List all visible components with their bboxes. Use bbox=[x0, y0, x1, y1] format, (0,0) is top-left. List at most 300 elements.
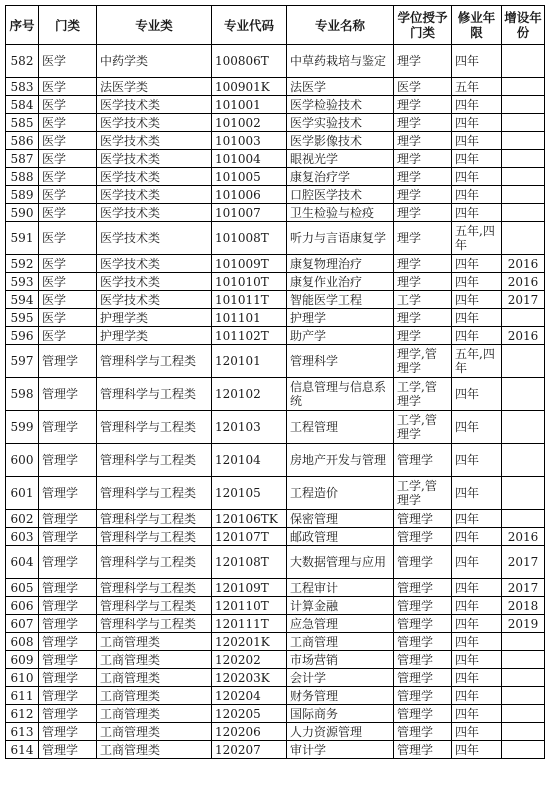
table-row bbox=[6, 96, 545, 114]
cell-category: 管理学 bbox=[39, 615, 97, 633]
cell-study-length: 五年 bbox=[452, 78, 502, 96]
cell-year-added: 2017 bbox=[502, 291, 545, 309]
cell-year-added bbox=[502, 150, 545, 168]
cell-major-name: 国际商务 bbox=[287, 705, 394, 723]
cell-degree-category: 理学 bbox=[394, 132, 452, 150]
header-study-length: 修业年限 bbox=[452, 6, 502, 45]
cell-study-length: 四年 bbox=[452, 168, 502, 186]
cell-year-added bbox=[502, 687, 545, 705]
cell-degree-category: 理学 bbox=[394, 327, 452, 345]
cell-year-added bbox=[502, 78, 545, 96]
cell-discipline-class: 医学技术类 bbox=[97, 96, 212, 114]
cell-major-name: 工程审计 bbox=[287, 579, 394, 597]
cell-serial: 598 bbox=[6, 378, 39, 411]
cell-major-code: 101010T bbox=[212, 273, 287, 291]
cell-major-name: 工商管理 bbox=[287, 633, 394, 651]
cell-discipline-class: 医学技术类 bbox=[97, 273, 212, 291]
cell-category: 医学 bbox=[39, 204, 97, 222]
cell-major-code: 101101 bbox=[212, 309, 287, 327]
cell-major-code: 120205 bbox=[212, 705, 287, 723]
cell-major-code: 120108T bbox=[212, 546, 287, 579]
cell-discipline-class: 工商管理类 bbox=[97, 651, 212, 669]
cell-degree-category: 理学 bbox=[394, 255, 452, 273]
table-row bbox=[6, 114, 545, 132]
cell-degree-category: 管理学 bbox=[394, 615, 452, 633]
table-row bbox=[6, 150, 545, 168]
table-header-row bbox=[6, 6, 545, 45]
table-row bbox=[6, 741, 545, 759]
cell-study-length: 四年 bbox=[452, 651, 502, 669]
cell-major-code: 101011T bbox=[212, 291, 287, 309]
table-row bbox=[6, 669, 545, 687]
cell-major-name: 医学影像技术 bbox=[287, 132, 394, 150]
cell-degree-category: 管理学 bbox=[394, 723, 452, 741]
table-row bbox=[6, 222, 545, 255]
cell-study-length: 四年 bbox=[452, 204, 502, 222]
cell-category: 管理学 bbox=[39, 477, 97, 510]
cell-major-name: 人力资源管理 bbox=[287, 723, 394, 741]
cell-discipline-class: 医学技术类 bbox=[97, 132, 212, 150]
cell-category: 医学 bbox=[39, 222, 97, 255]
cell-study-length: 四年 bbox=[452, 546, 502, 579]
cell-degree-category: 理学,管理学 bbox=[394, 345, 452, 378]
cell-year-added bbox=[502, 378, 545, 411]
cell-major-code: 120102 bbox=[212, 378, 287, 411]
cell-degree-category: 理学 bbox=[394, 96, 452, 114]
cell-serial: 589 bbox=[6, 186, 39, 204]
cell-category: 管理学 bbox=[39, 723, 97, 741]
cell-major-code: 100806T bbox=[212, 45, 287, 78]
cell-year-added: 2016 bbox=[502, 273, 545, 291]
cell-serial: 610 bbox=[6, 669, 39, 687]
cell-year-added: 2017 bbox=[502, 546, 545, 579]
cell-major-name: 助产学 bbox=[287, 327, 394, 345]
table-row bbox=[6, 45, 545, 78]
cell-degree-category: 工学,管理学 bbox=[394, 378, 452, 411]
cell-major-name: 听力与言语康复学 bbox=[287, 222, 394, 255]
cell-major-code: 101008T bbox=[212, 222, 287, 255]
table-row bbox=[6, 255, 545, 273]
cell-major-name: 康复作业治疗 bbox=[287, 273, 394, 291]
cell-serial: 611 bbox=[6, 687, 39, 705]
cell-major-name: 房地产开发与管理 bbox=[287, 444, 394, 477]
cell-discipline-class: 医学技术类 bbox=[97, 168, 212, 186]
cell-major-code: 101006 bbox=[212, 186, 287, 204]
cell-discipline-class: 工商管理类 bbox=[97, 633, 212, 651]
table-row bbox=[6, 444, 545, 477]
cell-category: 医学 bbox=[39, 96, 97, 114]
cell-category: 医学 bbox=[39, 291, 97, 309]
cell-serial: 604 bbox=[6, 546, 39, 579]
table-row bbox=[6, 651, 545, 669]
header-category: 门类 bbox=[39, 6, 97, 45]
cell-discipline-class: 医学技术类 bbox=[97, 255, 212, 273]
cell-major-name: 卫生检验与检疫 bbox=[287, 204, 394, 222]
cell-major-name: 智能医学工程 bbox=[287, 291, 394, 309]
cell-study-length: 四年 bbox=[452, 309, 502, 327]
cell-discipline-class: 医学技术类 bbox=[97, 204, 212, 222]
cell-study-length: 四年 bbox=[452, 528, 502, 546]
cell-degree-category: 管理学 bbox=[394, 687, 452, 705]
table-row bbox=[6, 723, 545, 741]
cell-major-name: 法医学 bbox=[287, 78, 394, 96]
header-degree-category: 学位授予门类 bbox=[394, 6, 452, 45]
cell-major-code: 101005 bbox=[212, 168, 287, 186]
cell-year-added bbox=[502, 45, 545, 78]
cell-category: 管理学 bbox=[39, 378, 97, 411]
cell-major-name: 计算金融 bbox=[287, 597, 394, 615]
cell-serial: 591 bbox=[6, 222, 39, 255]
cell-degree-category: 理学 bbox=[394, 168, 452, 186]
cell-major-name: 大数据管理与应用 bbox=[287, 546, 394, 579]
table-row bbox=[6, 132, 545, 150]
cell-category: 医学 bbox=[39, 78, 97, 96]
cell-study-length: 四年 bbox=[452, 597, 502, 615]
cell-year-added bbox=[502, 723, 545, 741]
cell-category: 管理学 bbox=[39, 741, 97, 759]
cell-study-length: 五年,四年 bbox=[452, 345, 502, 378]
cell-major-name: 口腔医学技术 bbox=[287, 186, 394, 204]
table-row bbox=[6, 78, 545, 96]
table-row bbox=[6, 204, 545, 222]
cell-serial: 603 bbox=[6, 528, 39, 546]
table-row bbox=[6, 345, 545, 378]
cell-study-length: 五年,四年 bbox=[452, 222, 502, 255]
cell-discipline-class: 医学技术类 bbox=[97, 222, 212, 255]
cell-category: 管理学 bbox=[39, 579, 97, 597]
cell-major-name: 中草药栽培与鉴定 bbox=[287, 45, 394, 78]
cell-major-code: 101102T bbox=[212, 327, 287, 345]
cell-serial: 594 bbox=[6, 291, 39, 309]
cell-category: 医学 bbox=[39, 114, 97, 132]
cell-discipline-class: 医学技术类 bbox=[97, 291, 212, 309]
cell-degree-category: 医学 bbox=[394, 78, 452, 96]
cell-degree-category: 管理学 bbox=[394, 444, 452, 477]
cell-category: 医学 bbox=[39, 186, 97, 204]
cell-study-length: 四年 bbox=[452, 132, 502, 150]
cell-category: 医学 bbox=[39, 168, 97, 186]
cell-discipline-class: 管理科学与工程类 bbox=[97, 579, 212, 597]
cell-serial: 601 bbox=[6, 477, 39, 510]
cell-category: 医学 bbox=[39, 132, 97, 150]
table-row bbox=[6, 687, 545, 705]
cell-serial: 606 bbox=[6, 597, 39, 615]
cell-year-added: 2016 bbox=[502, 528, 545, 546]
cell-category: 管理学 bbox=[39, 546, 97, 579]
cell-major-name: 康复物理治疗 bbox=[287, 255, 394, 273]
cell-major-code: 120105 bbox=[212, 477, 287, 510]
cell-year-added bbox=[502, 444, 545, 477]
cell-category: 管理学 bbox=[39, 510, 97, 528]
cell-study-length: 四年 bbox=[452, 273, 502, 291]
cell-major-code: 120202 bbox=[212, 651, 287, 669]
cell-major-code: 120101 bbox=[212, 345, 287, 378]
cell-study-length: 四年 bbox=[452, 114, 502, 132]
cell-serial: 585 bbox=[6, 114, 39, 132]
cell-year-added bbox=[502, 411, 545, 444]
cell-year-added bbox=[502, 741, 545, 759]
cell-major-name: 医学检验技术 bbox=[287, 96, 394, 114]
cell-degree-category: 管理学 bbox=[394, 651, 452, 669]
cell-major-code: 120111T bbox=[212, 615, 287, 633]
cell-serial: 597 bbox=[6, 345, 39, 378]
cell-major-name: 应急管理 bbox=[287, 615, 394, 633]
cell-year-added: 2016 bbox=[502, 327, 545, 345]
cell-discipline-class: 法医学类 bbox=[97, 78, 212, 96]
cell-major-name: 护理学 bbox=[287, 309, 394, 327]
cell-serial: 595 bbox=[6, 309, 39, 327]
cell-discipline-class: 工商管理类 bbox=[97, 741, 212, 759]
cell-degree-category: 管理学 bbox=[394, 633, 452, 651]
cell-category: 管理学 bbox=[39, 687, 97, 705]
cell-degree-category: 理学 bbox=[394, 45, 452, 78]
cell-serial: 605 bbox=[6, 579, 39, 597]
header-year-added: 增设年份 bbox=[502, 6, 545, 45]
cell-major-code: 120107T bbox=[212, 528, 287, 546]
cell-degree-category: 理学 bbox=[394, 222, 452, 255]
cell-degree-category: 工学 bbox=[394, 291, 452, 309]
cell-degree-category: 管理学 bbox=[394, 669, 452, 687]
cell-degree-category: 理学 bbox=[394, 204, 452, 222]
cell-discipline-class: 管理科学与工程类 bbox=[97, 615, 212, 633]
cell-discipline-class: 中药学类 bbox=[97, 45, 212, 78]
cell-discipline-class: 管理科学与工程类 bbox=[97, 411, 212, 444]
cell-study-length: 四年 bbox=[452, 615, 502, 633]
cell-discipline-class: 管理科学与工程类 bbox=[97, 546, 212, 579]
table-row bbox=[6, 327, 545, 345]
cell-major-name: 财务管理 bbox=[287, 687, 394, 705]
cell-category: 医学 bbox=[39, 309, 97, 327]
cell-major-code: 120103 bbox=[212, 411, 287, 444]
cell-year-added: 2018 bbox=[502, 597, 545, 615]
cell-degree-category: 管理学 bbox=[394, 741, 452, 759]
cell-major-code: 101009T bbox=[212, 255, 287, 273]
cell-serial: 587 bbox=[6, 150, 39, 168]
cell-category: 管理学 bbox=[39, 705, 97, 723]
cell-category: 管理学 bbox=[39, 345, 97, 378]
table-row bbox=[6, 510, 545, 528]
major-catalog-table bbox=[5, 5, 545, 759]
cell-major-name: 工程管理 bbox=[287, 411, 394, 444]
cell-major-name: 会计学 bbox=[287, 669, 394, 687]
cell-category: 医学 bbox=[39, 45, 97, 78]
cell-major-code: 120110T bbox=[212, 597, 287, 615]
cell-category: 管理学 bbox=[39, 651, 97, 669]
cell-study-length: 四年 bbox=[452, 669, 502, 687]
cell-degree-category: 工学,管理学 bbox=[394, 411, 452, 444]
cell-discipline-class: 管理科学与工程类 bbox=[97, 528, 212, 546]
cell-major-code: 101004 bbox=[212, 150, 287, 168]
table-row bbox=[6, 546, 545, 579]
cell-discipline-class: 医学技术类 bbox=[97, 186, 212, 204]
cell-serial: 583 bbox=[6, 78, 39, 96]
cell-year-added bbox=[502, 222, 545, 255]
table-row bbox=[6, 597, 545, 615]
cell-serial: 584 bbox=[6, 96, 39, 114]
cell-serial: 588 bbox=[6, 168, 39, 186]
table-row bbox=[6, 411, 545, 444]
cell-degree-category: 理学 bbox=[394, 273, 452, 291]
cell-study-length: 四年 bbox=[452, 705, 502, 723]
cell-year-added bbox=[502, 114, 545, 132]
cell-serial: 609 bbox=[6, 651, 39, 669]
cell-year-added: 2016 bbox=[502, 255, 545, 273]
table-row bbox=[6, 633, 545, 651]
cell-serial: 600 bbox=[6, 444, 39, 477]
cell-serial: 599 bbox=[6, 411, 39, 444]
cell-major-code: 101001 bbox=[212, 96, 287, 114]
cell-study-length: 四年 bbox=[452, 255, 502, 273]
cell-year-added bbox=[502, 96, 545, 114]
cell-year-added: 2017 bbox=[502, 579, 545, 597]
cell-year-added bbox=[502, 132, 545, 150]
cell-degree-category: 理学 bbox=[394, 150, 452, 168]
cell-major-name: 康复治疗学 bbox=[287, 168, 394, 186]
cell-major-name: 管理科学 bbox=[287, 345, 394, 378]
table-row bbox=[6, 615, 545, 633]
cell-year-added bbox=[502, 345, 545, 378]
cell-discipline-class: 工商管理类 bbox=[97, 687, 212, 705]
cell-discipline-class: 管理科学与工程类 bbox=[97, 378, 212, 411]
table-row bbox=[6, 579, 545, 597]
table-row bbox=[6, 528, 545, 546]
cell-year-added bbox=[502, 510, 545, 528]
cell-study-length: 四年 bbox=[452, 327, 502, 345]
cell-major-code: 101003 bbox=[212, 132, 287, 150]
cell-degree-category: 管理学 bbox=[394, 528, 452, 546]
cell-serial: 613 bbox=[6, 723, 39, 741]
cell-study-length: 四年 bbox=[452, 723, 502, 741]
cell-serial: 593 bbox=[6, 273, 39, 291]
cell-major-code: 120201K bbox=[212, 633, 287, 651]
cell-discipline-class: 医学技术类 bbox=[97, 150, 212, 168]
cell-degree-category: 理学 bbox=[394, 186, 452, 204]
cell-major-name: 市场营销 bbox=[287, 651, 394, 669]
header-serial: 序号 bbox=[6, 6, 39, 45]
cell-degree-category: 理学 bbox=[394, 114, 452, 132]
cell-study-length: 四年 bbox=[452, 510, 502, 528]
cell-degree-category: 管理学 bbox=[394, 705, 452, 723]
cell-major-code: 120204 bbox=[212, 687, 287, 705]
cell-serial: 596 bbox=[6, 327, 39, 345]
cell-year-added bbox=[502, 186, 545, 204]
cell-study-length: 四年 bbox=[452, 633, 502, 651]
cell-category: 管理学 bbox=[39, 633, 97, 651]
cell-serial: 607 bbox=[6, 615, 39, 633]
cell-category: 管理学 bbox=[39, 411, 97, 444]
cell-serial: 582 bbox=[6, 45, 39, 78]
cell-discipline-class: 工商管理类 bbox=[97, 705, 212, 723]
cell-major-code: 100901K bbox=[212, 78, 287, 96]
cell-degree-category: 管理学 bbox=[394, 579, 452, 597]
cell-category: 管理学 bbox=[39, 669, 97, 687]
cell-study-length: 四年 bbox=[452, 444, 502, 477]
cell-category: 医学 bbox=[39, 327, 97, 345]
cell-study-length: 四年 bbox=[452, 411, 502, 444]
cell-major-code: 120207 bbox=[212, 741, 287, 759]
cell-major-code: 120206 bbox=[212, 723, 287, 741]
cell-category: 医学 bbox=[39, 273, 97, 291]
table-row bbox=[6, 477, 545, 510]
table-row bbox=[6, 705, 545, 723]
cell-major-code: 120109T bbox=[212, 579, 287, 597]
cell-serial: 614 bbox=[6, 741, 39, 759]
cell-study-length: 四年 bbox=[452, 477, 502, 510]
header-major-code: 专业代码 bbox=[212, 6, 287, 45]
table-row bbox=[6, 273, 545, 291]
cell-study-length: 四年 bbox=[452, 741, 502, 759]
cell-year-added bbox=[502, 651, 545, 669]
cell-year-added bbox=[502, 309, 545, 327]
table-row bbox=[6, 378, 545, 411]
cell-discipline-class: 护理学类 bbox=[97, 309, 212, 327]
cell-degree-category: 工学,管理学 bbox=[394, 477, 452, 510]
cell-serial: 602 bbox=[6, 510, 39, 528]
cell-discipline-class: 管理科学与工程类 bbox=[97, 477, 212, 510]
cell-year-added bbox=[502, 204, 545, 222]
cell-year-added: 2019 bbox=[502, 615, 545, 633]
cell-serial: 586 bbox=[6, 132, 39, 150]
cell-major-name: 保密管理 bbox=[287, 510, 394, 528]
cell-major-name: 工程造价 bbox=[287, 477, 394, 510]
cell-category: 医学 bbox=[39, 150, 97, 168]
cell-major-code: 120106TK bbox=[212, 510, 287, 528]
cell-degree-category: 管理学 bbox=[394, 597, 452, 615]
table-row bbox=[6, 309, 545, 327]
cell-degree-category: 管理学 bbox=[394, 510, 452, 528]
cell-year-added bbox=[502, 669, 545, 687]
cell-year-added bbox=[502, 705, 545, 723]
cell-major-name: 眼视光学 bbox=[287, 150, 394, 168]
cell-degree-category: 理学 bbox=[394, 309, 452, 327]
cell-study-length: 四年 bbox=[452, 186, 502, 204]
cell-discipline-class: 医学技术类 bbox=[97, 114, 212, 132]
table-row bbox=[6, 186, 545, 204]
cell-discipline-class: 管理科学与工程类 bbox=[97, 510, 212, 528]
cell-study-length: 四年 bbox=[452, 378, 502, 411]
cell-category: 管理学 bbox=[39, 597, 97, 615]
cell-major-name: 审计学 bbox=[287, 741, 394, 759]
cell-major-name: 医学实验技术 bbox=[287, 114, 394, 132]
cell-major-name: 信息管理与信息系统 bbox=[287, 378, 394, 411]
cell-major-name: 邮政管理 bbox=[287, 528, 394, 546]
cell-study-length: 四年 bbox=[452, 291, 502, 309]
cell-category: 管理学 bbox=[39, 528, 97, 546]
header-discipline-class: 专业类 bbox=[97, 6, 212, 45]
cell-category: 管理学 bbox=[39, 444, 97, 477]
cell-study-length: 四年 bbox=[452, 579, 502, 597]
cell-discipline-class: 管理科学与工程类 bbox=[97, 597, 212, 615]
cell-major-code: 101002 bbox=[212, 114, 287, 132]
cell-serial: 590 bbox=[6, 204, 39, 222]
cell-serial: 612 bbox=[6, 705, 39, 723]
cell-study-length: 四年 bbox=[452, 687, 502, 705]
cell-serial: 592 bbox=[6, 255, 39, 273]
cell-degree-category: 管理学 bbox=[394, 546, 452, 579]
cell-year-added bbox=[502, 168, 545, 186]
cell-year-added bbox=[502, 477, 545, 510]
cell-study-length: 四年 bbox=[452, 150, 502, 168]
cell-major-code: 120203K bbox=[212, 669, 287, 687]
cell-year-added bbox=[502, 633, 545, 651]
cell-discipline-class: 管理科学与工程类 bbox=[97, 345, 212, 378]
cell-major-code: 101007 bbox=[212, 204, 287, 222]
cell-discipline-class: 工商管理类 bbox=[97, 669, 212, 687]
cell-discipline-class: 管理科学与工程类 bbox=[97, 444, 212, 477]
cell-study-length: 四年 bbox=[452, 96, 502, 114]
cell-category: 医学 bbox=[39, 255, 97, 273]
cell-serial: 608 bbox=[6, 633, 39, 651]
